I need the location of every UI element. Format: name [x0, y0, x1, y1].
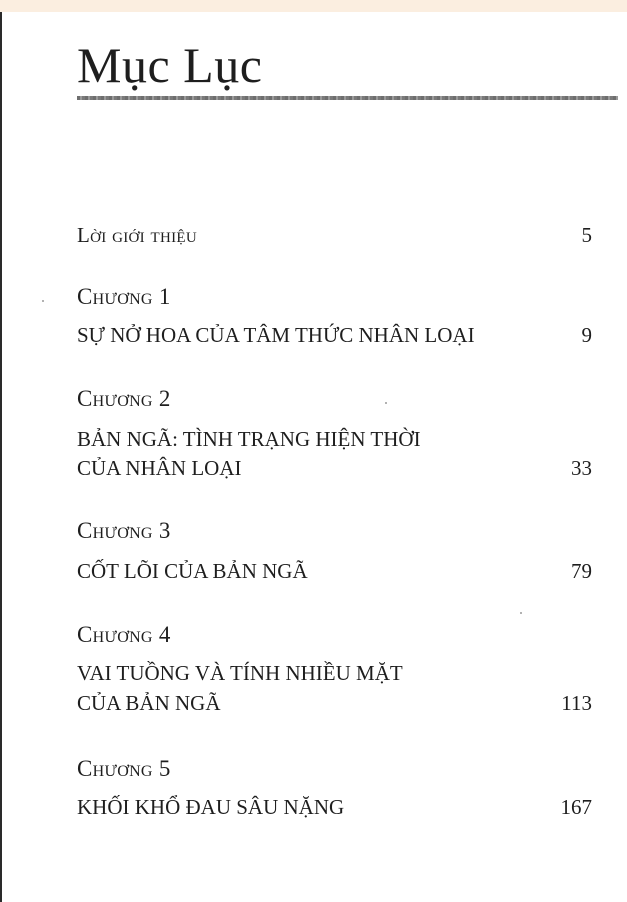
- toc-chapter-2-page: 33: [571, 456, 592, 480]
- scan-speck: [42, 300, 44, 302]
- toc-chapter-2-label: Chương 2: [77, 386, 171, 411]
- toc-chapter-4-page: 113: [561, 691, 592, 715]
- toc-chapter-3-page: 79: [571, 559, 592, 583]
- toc-chapter-2-title-line-2: CỦA NHÂN LOẠI: [77, 456, 242, 480]
- toc-intro-label: Lời giới thiệu: [77, 223, 197, 247]
- toc-chapter-1-title: SỰ NỞ HOA CỦA TÂM THỨC NHÂN LOẠI: [77, 323, 475, 347]
- toc-chapter-4-label: Chương 4: [77, 622, 171, 647]
- toc-chapter-1-label: Chương 1: [77, 284, 171, 309]
- toc-chapter-4-title-line-1: VAI TUỒNG VÀ TÍNH NHIỀU MẶT: [77, 661, 403, 685]
- toc-chapter-3-label: Chương 3: [77, 518, 171, 543]
- toc-chapter-3-title: CỐT LÕI CỦA BẢN NGÃ: [77, 559, 308, 583]
- toc-chapter-1-page: 9: [581, 323, 592, 347]
- top-band: [0, 0, 627, 12]
- toc-chapter-5-title: KHỐI KHỔ ĐAU SÂU NẶNG: [77, 795, 345, 819]
- scan-speck: [385, 402, 387, 404]
- scan-speck: [520, 612, 522, 614]
- title-underline: [77, 96, 618, 100]
- toc-chapter-4-title-line-2: CỦA BẢN NGÃ: [77, 691, 221, 715]
- toc-chapter-5-page: 167: [560, 795, 592, 819]
- page-edge: [0, 12, 2, 902]
- toc-intro-page: 5: [581, 223, 592, 247]
- toc-chapter-2-title-line-1: BẢN NGÃ: TÌNH TRẠNG HIỆN THỜI: [77, 427, 421, 451]
- toc-chapter-5-label: Chương 5: [77, 756, 171, 781]
- page-title: Mục Lục: [77, 37, 263, 93]
